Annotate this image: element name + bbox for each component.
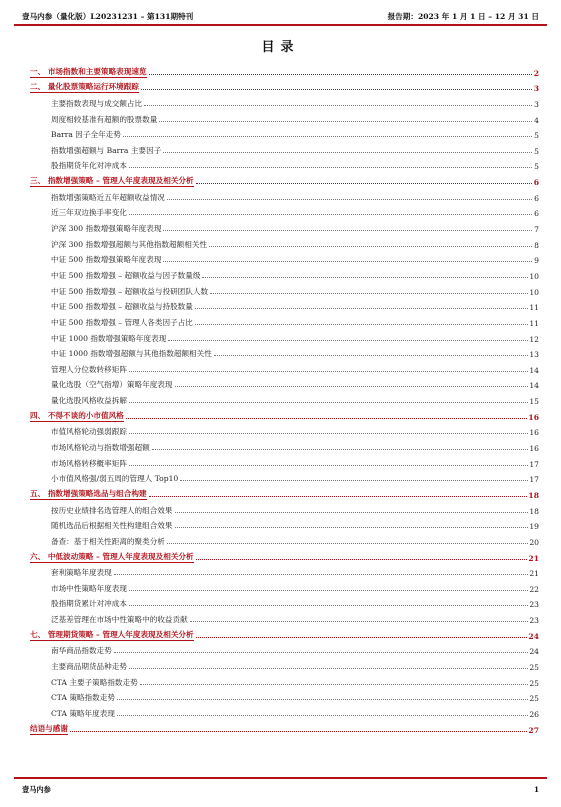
- toc-title: 目录: [261, 40, 300, 55]
- toc-dot-leader: [144, 105, 532, 106]
- toc-dot-leader: [117, 699, 528, 700]
- toc-entry-label: 备查：基于相关性距离的聚类分析: [51, 536, 165, 546]
- toc-entry-label: 中证 1000 指数增强策略年度表现: [51, 333, 167, 343]
- toc-entry-label: 主要指数表现与成交额占比: [51, 98, 143, 108]
- toc-dot-leader: [140, 684, 529, 685]
- toc-entry-label: 随机选品后根据相关性构建组合效果: [51, 521, 173, 531]
- toc-entry-page: 25: [529, 662, 539, 672]
- toc-entry-page: 19: [529, 522, 539, 532]
- toc-entry-page: 6: [533, 178, 539, 188]
- toc-entry-page: 21: [528, 553, 539, 563]
- toc-subsection-link[interactable]: [30, 156, 539, 172]
- toc-entry-label: 管理人分位数转移矩阵: [51, 364, 127, 374]
- toc-entry-page: 25: [529, 694, 539, 704]
- toc-entry-page: 10: [529, 271, 539, 281]
- toc-section-link[interactable]: [30, 547, 539, 563]
- toc-dot-leader: [70, 731, 527, 732]
- toc-subsection-link[interactable]: [30, 203, 539, 219]
- toc-dot-leader: [129, 371, 528, 372]
- toc-subsection-link[interactable]: [30, 265, 539, 281]
- toc-entry-label: 四、 不得不谈的小市值风格: [30, 410, 124, 420]
- toc-dot-leader: [167, 199, 532, 200]
- toc-dot-leader: [163, 152, 532, 153]
- toc-entry-page: 14: [529, 381, 539, 391]
- toc-entry-page: 11: [529, 303, 539, 313]
- toc-entry-label: 中证 500 指数增强 – 超额收益与因子数量级: [51, 270, 201, 280]
- toc-subsection-link[interactable]: [30, 516, 539, 532]
- toc-dot-leader: [114, 652, 529, 653]
- toc-entry-page: 23: [529, 616, 539, 626]
- toc-entry-page: 15: [529, 397, 539, 407]
- toc-subsection-link[interactable]: [30, 187, 539, 203]
- toc-dot-leader: [129, 433, 528, 434]
- toc-dot-leader: [129, 214, 532, 215]
- toc-entry-label: 结语与感谢: [30, 723, 68, 733]
- toc-entry-page: 10: [529, 287, 539, 297]
- toc-subsection-link[interactable]: [30, 312, 539, 328]
- toc-subsection-link[interactable]: [30, 469, 539, 485]
- toc-subsection-link[interactable]: [30, 437, 539, 453]
- toc-dot-leader: [190, 621, 529, 622]
- toc-dot-leader: [210, 293, 528, 294]
- toc-dot-leader: [129, 465, 528, 466]
- toc-dot-leader: [126, 418, 528, 419]
- toc-entry-page: 12: [529, 334, 539, 344]
- toc-dot-leader: [196, 183, 532, 184]
- page-header: [22, 8, 539, 24]
- header-report-title: 壹马内参（量化版）L20231231 – 第131期特刊: [22, 11, 194, 21]
- toc-subsection-link[interactable]: [30, 125, 539, 141]
- toc-entry-label: 按历史业绩排名选管理人的组合效果: [51, 505, 173, 515]
- toc-dot-leader: [175, 512, 529, 513]
- header-rule: [14, 24, 547, 26]
- toc-entry-page: 25: [529, 678, 539, 688]
- toc-entry-page: 16: [529, 444, 539, 454]
- toc-entry-label: 量化选股风格收益拆解: [51, 396, 127, 406]
- page-footer: [22, 785, 539, 799]
- toc-subsection-link[interactable]: [30, 297, 539, 313]
- toc-entry-label: 市场风格轮动与指数增强超额: [51, 443, 150, 453]
- toc-subsection-link[interactable]: [30, 672, 539, 688]
- toc-dot-leader: [163, 230, 532, 231]
- toc-subsection-link[interactable]: [30, 375, 539, 391]
- toc-entry-page: 21: [529, 569, 539, 579]
- toc-subsection-link[interactable]: [30, 328, 539, 344]
- toc-dot-leader: [129, 668, 528, 669]
- toc-section-link[interactable]: [30, 62, 539, 78]
- toc-subsection-link[interactable]: [30, 578, 539, 594]
- toc-subsection-link[interactable]: [30, 609, 539, 625]
- toc-section-link[interactable]: [30, 719, 539, 735]
- toc-entry-label: 五、 指数增强策略选品与组合构建: [30, 488, 147, 498]
- toc-entry-page: 5: [534, 131, 539, 141]
- toc-dot-leader: [129, 605, 528, 606]
- toc-entry-label: CTA 策略指数走势: [51, 693, 115, 703]
- toc-entry-label: 沪深 300 指数增强超额与其他指数超额相关性: [51, 239, 208, 249]
- toc-dot-leader: [141, 89, 532, 90]
- toc-dot-leader: [114, 574, 529, 575]
- toc-entry-page: 6: [534, 209, 539, 219]
- toc-entry-label: 指数增强策略近五年超额收益情况: [51, 192, 165, 202]
- toc-dot-leader: [175, 527, 529, 528]
- toc-subsection-link[interactable]: [30, 281, 539, 297]
- toc-subsection-link[interactable]: [30, 390, 539, 406]
- toc-entry-label: 周度相较基准有超额的股票数量: [51, 114, 158, 124]
- toc-entry-label: 套利策略年度表现: [51, 568, 112, 578]
- toc-entry-page: 24: [529, 647, 539, 657]
- toc-subsection-link[interactable]: [30, 656, 539, 672]
- toc-entry-page: 5: [534, 146, 539, 156]
- toc-dot-leader: [202, 277, 528, 278]
- toc-entry-label: CTA 策略年度表现: [51, 708, 115, 718]
- toc-subsection-link[interactable]: [30, 250, 539, 266]
- toc-subsection-link[interactable]: [30, 234, 539, 250]
- toc-section-link[interactable]: [30, 171, 539, 187]
- toc-entry-label: 中证 500 指数增强 – 管理人各类因子占比: [51, 317, 193, 327]
- toc-subsection-link[interactable]: [30, 500, 539, 516]
- toc-dot-leader: [152, 449, 529, 450]
- toc-subsection-link[interactable]: [30, 422, 539, 438]
- toc-entry-page: 8: [534, 240, 539, 250]
- toc-entry-page: 6: [534, 193, 539, 203]
- toc-dot-leader: [168, 340, 528, 341]
- toc-entry-label: 泛基差管理在市场中性策略中的收益贡献: [51, 615, 188, 625]
- toc-entry-page: 20: [529, 537, 539, 547]
- toc-dot-leader: [159, 121, 532, 122]
- toc-dot-leader: [149, 74, 532, 75]
- toc-entry-label: 股指期货年化对冲成本: [51, 161, 127, 171]
- toc-subsection-link[interactable]: [30, 688, 539, 704]
- toc-entry-label: 市值风格轮动强弱跟踪: [51, 427, 127, 437]
- toc-section-link[interactable]: [30, 625, 539, 641]
- toc-entry-label: 近三年双边换手率变化: [51, 208, 127, 218]
- toc-entry-page: 7: [534, 225, 539, 235]
- toc-entry-label: 中证 1000 指数增强超额与其他指数超额相关性: [51, 349, 212, 359]
- toc-subsection-link[interactable]: [30, 140, 539, 156]
- toc-entry-page: 2: [533, 68, 539, 78]
- toc-entry-label: 中证 500 指数增强策略年度表现: [51, 255, 162, 265]
- toc-subsection-link[interactable]: [30, 109, 539, 125]
- toc-entry-page: 17: [529, 475, 539, 485]
- toc-dot-leader: [195, 324, 528, 325]
- footer-brand: 壹马内参: [22, 785, 51, 794]
- footer-page-number: 1: [533, 785, 539, 794]
- toc-dot-leader: [129, 167, 532, 168]
- toc-dot-leader: [149, 496, 528, 497]
- toc-subsection-link[interactable]: [30, 594, 539, 610]
- toc-subsection-link[interactable]: [30, 641, 539, 657]
- toc-entry-page: 23: [529, 600, 539, 610]
- toc-entry-label: 一、 市场指数和主要策略表现速览: [30, 66, 147, 76]
- toc-entry-label: 主要商品期货品种走势: [51, 661, 127, 671]
- toc-dot-leader: [196, 637, 528, 638]
- toc-entry-label: 小市值风格强/弱五周的管理人 Top10: [51, 474, 179, 484]
- footer-rule: [14, 777, 547, 779]
- toc-entry-page: 24: [528, 631, 539, 641]
- toc-entry-page: 9: [534, 256, 539, 266]
- toc-entry-page: 3: [533, 84, 539, 94]
- toc-dot-leader: [129, 590, 528, 591]
- toc-entry-label: 二、 量化股票策略运行环境跟踪: [30, 82, 139, 92]
- toc-entry-label: 股指期货累计对冲成本: [51, 599, 127, 609]
- toc-entry-label: 沪深 300 指数增强策略年度表现: [51, 224, 162, 234]
- toc-entry-page: 14: [529, 365, 539, 375]
- toc-subsection-link[interactable]: [30, 344, 539, 360]
- toc-entry-page: 4: [534, 115, 539, 125]
- toc-entry-page: 11: [529, 318, 539, 328]
- toc-entry-label: 指数增强超额与 Barra 主要因子: [51, 145, 162, 155]
- header-report-period: 报告期：2023 年 1 月 1 日 – 12 月 31 日: [387, 11, 539, 21]
- toc-entry-page: 5: [534, 162, 539, 172]
- toc-section-link[interactable]: [30, 484, 539, 500]
- toc-subsection-link[interactable]: [30, 531, 539, 547]
- toc-entry-label: 中证 500 指数增强 – 超额收益与持股数量: [51, 302, 193, 312]
- table-of-contents: [30, 62, 539, 735]
- toc-entry-label: 南华商品指数走势: [51, 646, 112, 656]
- toc-dot-leader: [195, 308, 528, 309]
- toc-entry-page: 18: [529, 506, 539, 516]
- toc-subsection-link[interactable]: [30, 359, 539, 375]
- toc-entry-label: 市场风格转移概率矩阵: [51, 458, 127, 468]
- toc-entry-page: 27: [528, 725, 539, 735]
- toc-entry-label: 量化选股（空气指增）策略年度表现: [51, 380, 173, 390]
- toc-subsection-link[interactable]: [30, 453, 539, 469]
- toc-entry-page: 3: [534, 99, 539, 109]
- toc-dot-leader: [163, 261, 532, 262]
- toc-subsection-link[interactable]: [30, 93, 539, 109]
- toc-entry-label: 六、 中低波动策略 – 管理人年度表现及相关分析: [30, 551, 194, 561]
- toc-dot-leader: [209, 246, 532, 247]
- toc-entry-label: 三、 指数增强策略 – 管理人年度表现及相关分析: [30, 176, 194, 186]
- toc-entry-label: CTA 主要子策略指数走势: [51, 677, 138, 687]
- toc-section-link[interactable]: [30, 78, 539, 94]
- toc-dot-leader: [129, 402, 528, 403]
- toc-subsection-link[interactable]: [30, 563, 539, 579]
- toc-dot-leader: [175, 386, 529, 387]
- toc-entry-page: 17: [529, 459, 539, 469]
- toc-subsection-link[interactable]: [30, 703, 539, 719]
- toc-entry-page: 16: [529, 428, 539, 438]
- toc-dot-leader: [196, 559, 528, 560]
- toc-entry-label: 中证 500 指数增强 – 超额收益与投研团队人数: [51, 286, 209, 296]
- toc-entry-page: 22: [529, 584, 539, 594]
- toc-section-link[interactable]: [30, 406, 539, 422]
- toc-dot-leader: [117, 715, 528, 716]
- toc-dot-leader: [123, 136, 532, 137]
- toc-entry-label: 市场中性策略年度表现: [51, 583, 127, 593]
- toc-dot-leader: [167, 543, 528, 544]
- toc-entry-page: 26: [529, 709, 539, 719]
- toc-entry-page: 18: [528, 490, 539, 500]
- toc-subsection-link[interactable]: [30, 218, 539, 234]
- toc-entry-page: 16: [528, 412, 539, 422]
- toc-entry-page: 13: [529, 350, 539, 360]
- toc-entry-label: Barra 因子全年走势: [51, 130, 121, 140]
- toc-dot-leader: [214, 355, 528, 356]
- toc-dot-leader: [180, 480, 528, 481]
- toc-entry-label: 七、 管理期货策略 – 管理人年度表现及相关分析: [30, 629, 194, 639]
